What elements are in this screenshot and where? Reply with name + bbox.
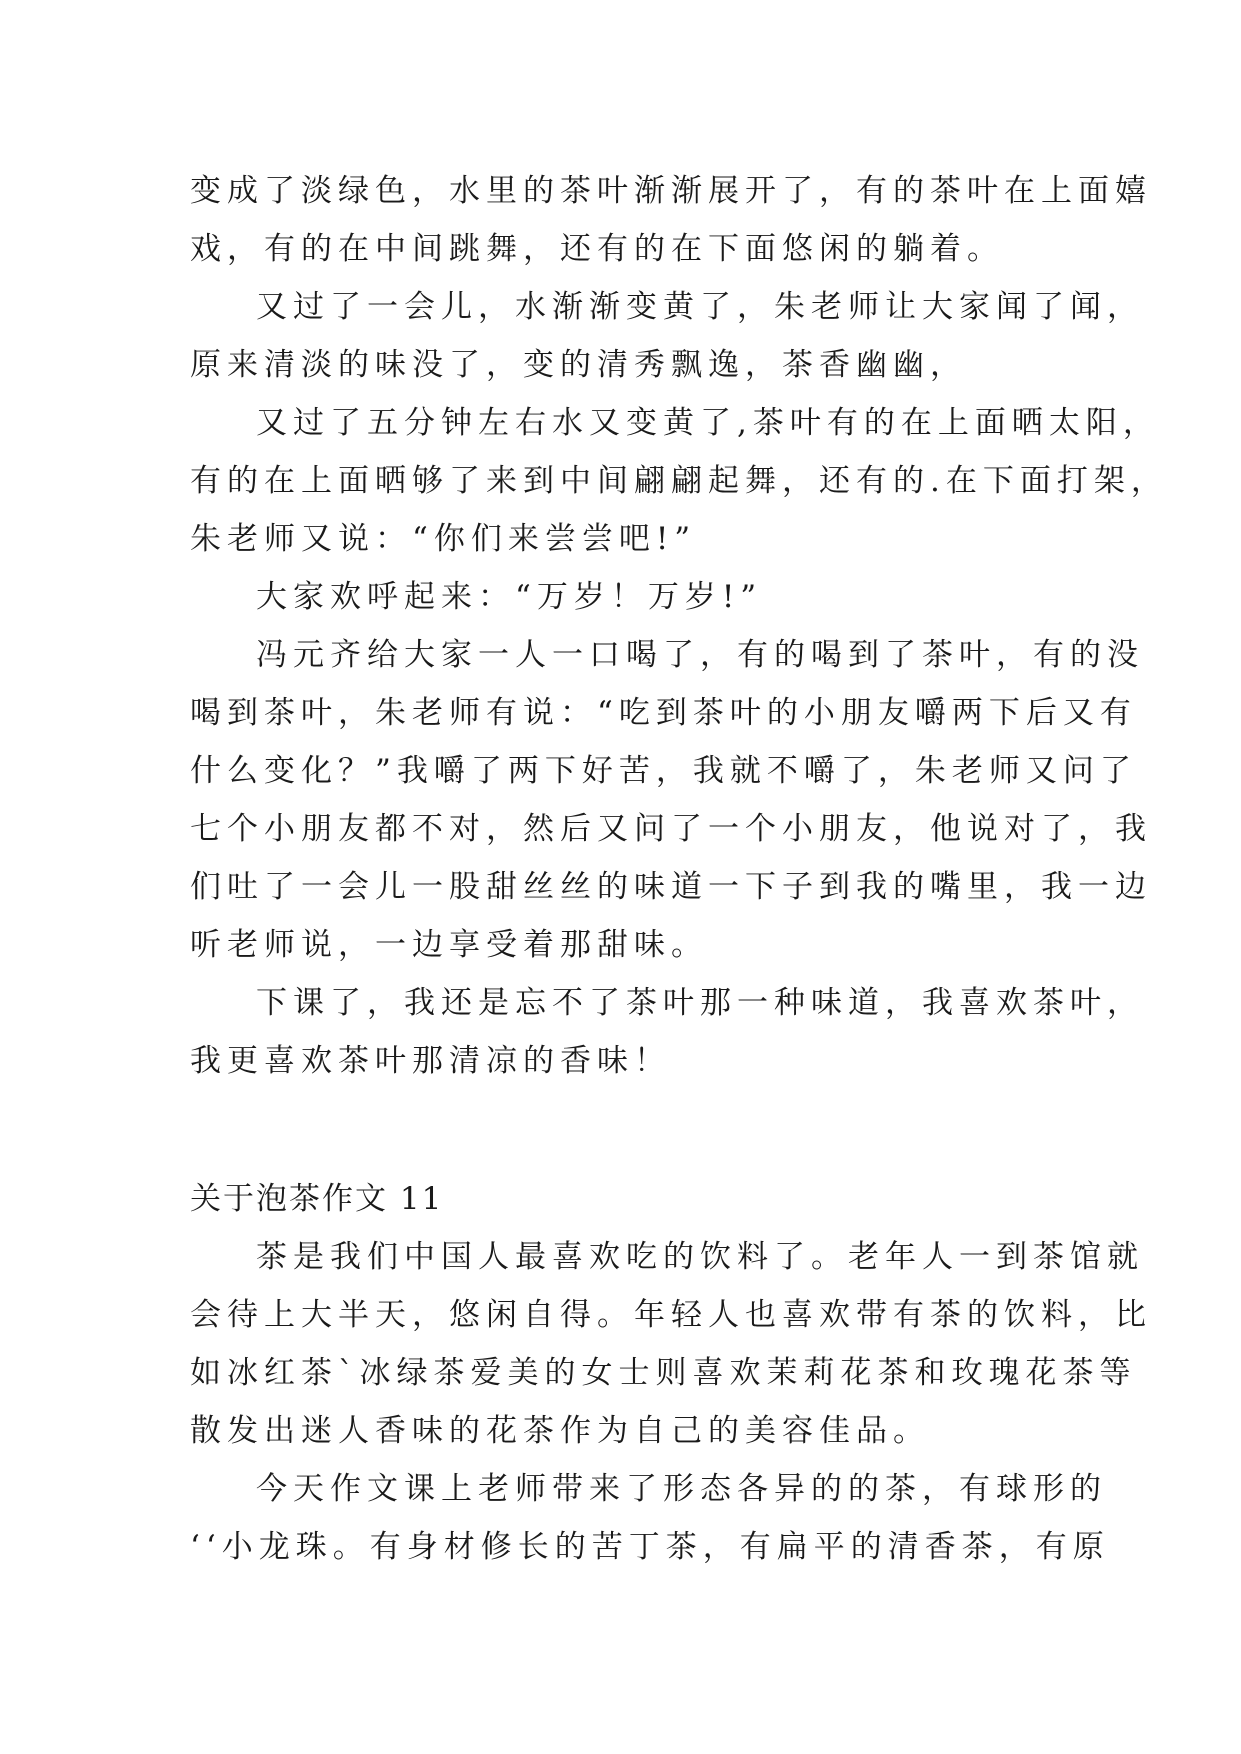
text-line: 原来清淡的味没了，变的清秀飘逸，茶香幽幽，: [190, 347, 967, 383]
section-heading: 关于泡茶作文 11: [190, 1181, 444, 1217]
text-line: 有的在上面晒够了来到中间翩翩起舞，还有的.在下面打架，: [190, 463, 1168, 499]
paragraph-start-line: 大家欢呼起来：“万岁！万岁!”: [256, 579, 763, 615]
text-line: 我更喜欢茶叶那清凉的香味！: [190, 1043, 671, 1079]
paragraph-start-line: 又过了一会儿，水渐渐变黄了，朱老师让大家闻了闻，: [256, 289, 1144, 325]
text-line: 如冰红茶`冰绿茶爱美的女士则喜欢茉莉花茶和玫瑰花茶等: [190, 1355, 1137, 1391]
text-line: 戏，有的在中间跳舞，还有的在下面悠闲的躺着。: [190, 231, 1004, 267]
paragraph-start-line: 今天作文课上老师带来了形态各异的的茶，有球形的: [256, 1471, 1107, 1507]
text-line: 什么变化？”我嚼了两下好苦，我就不嚼了，朱老师又问了: [190, 753, 1137, 789]
text-line: 听老师说，一边享受着那甜味。: [190, 927, 708, 963]
paragraph-start-line: 茶是我们中国人最喜欢吃的饮料了。老年人一到茶馆就: [256, 1239, 1144, 1275]
text-line: 们吐了一会儿一股甜丝丝的味道一下子到我的嘴里，我一边: [190, 869, 1152, 905]
paragraph-start-line: 下课了，我还是忘不了茶叶那一种味道，我喜欢茶叶，: [256, 985, 1144, 1021]
text-line: 变成了淡绿色，水里的茶叶渐渐展开了，有的茶叶在上面嬉: [190, 173, 1152, 209]
essay-body: [190, 162, 1168, 1576]
text-line: 会待上大半天，悠闲自得。年轻人也喜欢带有茶的饮料，比: [190, 1297, 1152, 1333]
section-gap: [190, 1090, 1070, 1170]
text-line: 喝到茶叶，朱老师有说：“吃到茶叶的小朋友嚼两下后又有: [190, 695, 1137, 731]
text-line: 散发出迷人香味的花茶作为自己的美容佳品。: [190, 1413, 930, 1449]
paragraph-start-line: 又过了五分钟左右水又变黄了,茶叶有的在上面晒太阳，: [256, 405, 1160, 441]
paragraph-start-line: 冯元齐给大家一人一口喝了，有的喝到了茶叶，有的没: [256, 637, 1144, 673]
text-line: 七个小朋友都不对，然后又问了一个小朋友，他说对了，我: [190, 811, 1152, 847]
text-line: 朱老师又说：“你们来尝尝吧!”: [190, 521, 697, 557]
text-line: ‘‘小龙珠。有身材修长的苦丁茶，有扁平的清香茶，有原: [190, 1529, 1110, 1565]
